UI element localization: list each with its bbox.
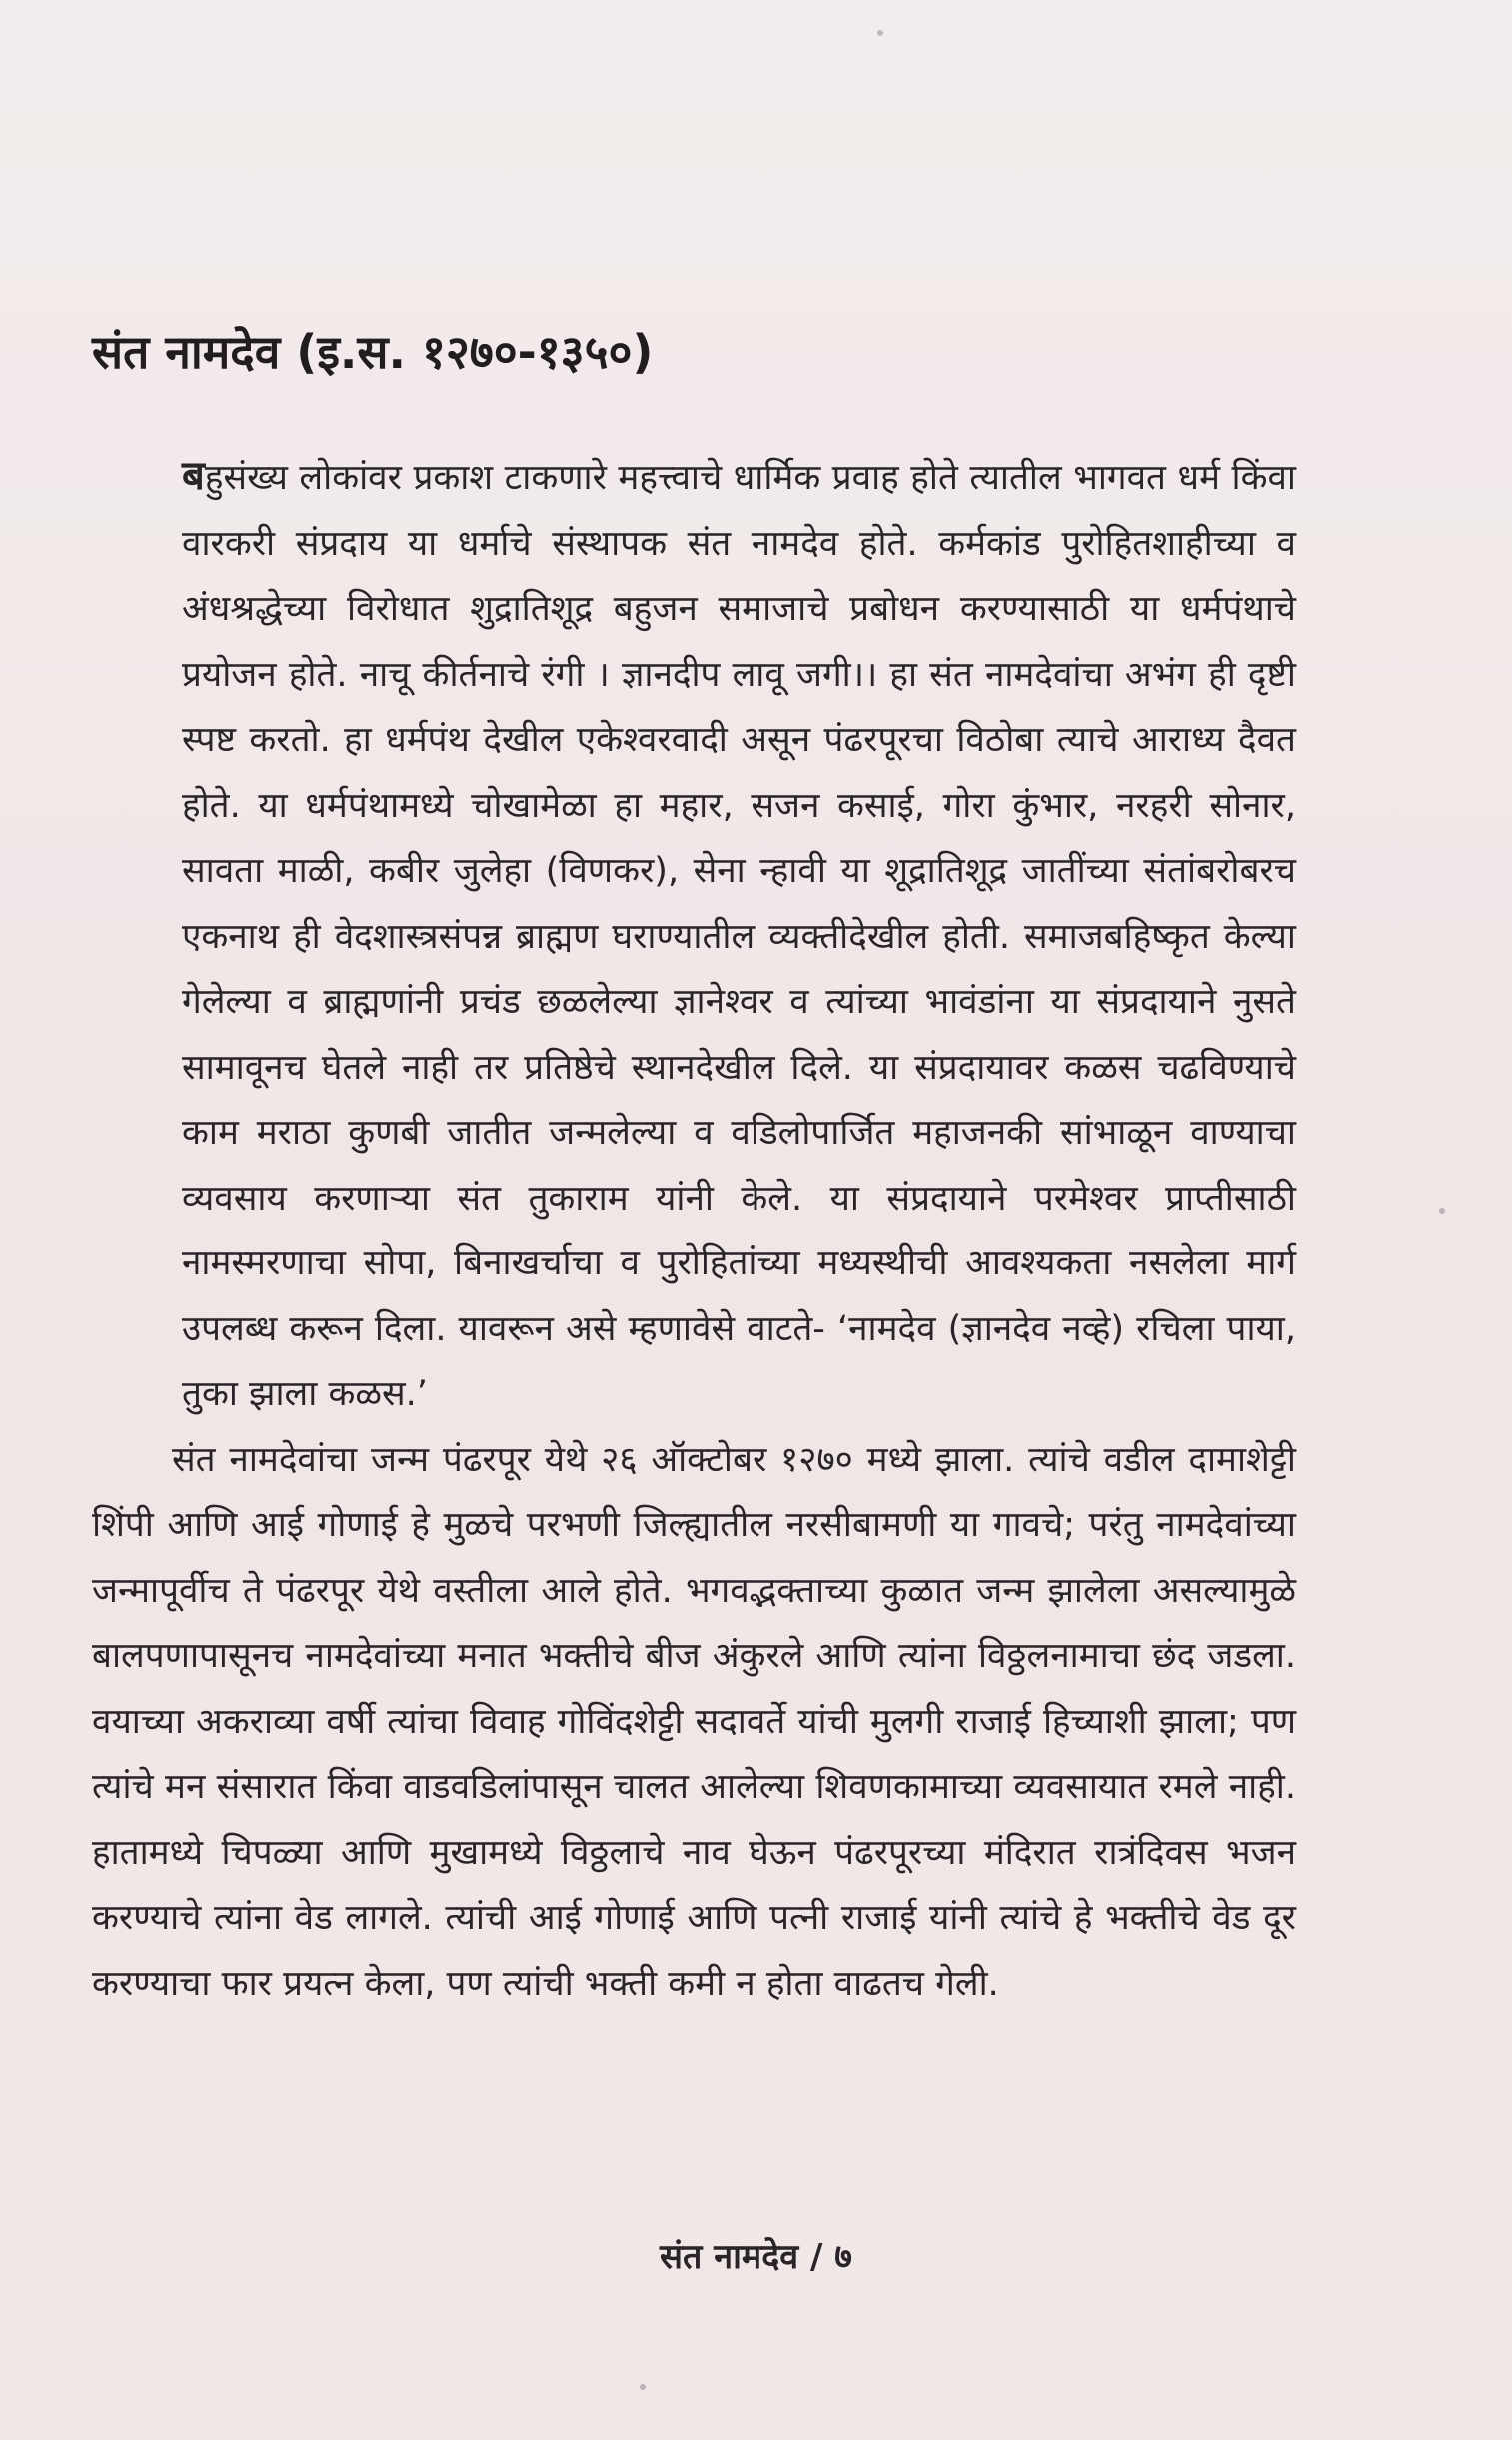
paragraph-1-text: हुसंख्य लोकांवर प्रकाश टाकणारे महत्त्वाचे धार्मिक प्रवाह होते त्यातील भागवत धर्म किंवा वारकरी संप्रदाय या धर्माचे संस्थापक संत नामदेव होते. कर्मकांड पुरोहितशाहीच्या व अंधश्रद्धेच्या विरोधात शुद्रातिशूद्र बहुजन समाजाचे प्रबोधन करण्यासाठी या धर्मपंथाचे प्रयोजन होते. नाचू कीर्तनाचे रंगी । ज्ञानदीप लावू जगी।। हा संत नामदेवांचा अभंग ही दृष्टी स्पष्ट करतो. हा धर्मपंथ देखील एकेश्वरवादी असून पंढरपूरचा विठोबा त्याचे आराध्य दैवत होते. या धर्मपंथामध्ये चोखामेळा हा महार, सजन कसाई, गोरा कुंभार, नरहरी सोनार, सावता माळी, कबीर जुलेहा (विणकर), सेना न्हावी या शूद्रातिशूद्र जातींच्या संतांबरोबरच एकनाथ ही वेदशास्त्रसंपन्न ब्राह्मण घराण्यातील व्यक्तीदेखील होती. समाजबहिष्कृत केल्या गेलेल्या व ब्राह्मणांनी प्रचंड छळलेल्या ज्ञानेश्वर व त्यांच्या भावंडांना या संप्रदायाने नुसते सामावूनच घेतले नाही तर प्रतिष्ठेचे स्थानदेखील दिले. या संप्रदायावर कळस चढविण्याचे काम मराठा कुणबी जातीत जन्मलेल्या व वडिलोपार्जित महाजनकी सांभाळून वाण्याचा व्यवसाय करणाऱ्या संत तुकाराम यांनी केले. या संप्रदायाने परमेश्वर प्राप्तीसाठी नामस्मरणाचा सोपा, बिनाखर्चाचा व पुरोहितांच्या मध्यस्थीची आवश्यकता नसलेला मार्ग उपलब्ध करून दिला. यावरून असे म्हणावेसे वाटते- ‘नामदेव (ज्ञानदेव नव्हे) रचिला पाया, तुका झाला कळस.’	[182, 458, 1296, 1414]
paragraph-2	[92, 1428, 1296, 2018]
body-text	[92, 444, 1296, 2017]
paper-speck	[1439, 1208, 1445, 1214]
page-footer: संत नामदेव / ७	[660, 2237, 852, 2277]
paragraph-2-text: संत नामदेवांचा जन्म पंढरपूर येथे २६ ऑक्टोबर १२७० मध्ये झाला. त्यांचे वडील दामाशेट्टी शिंपी आणि आई गोणाई हे मुळचे परभणी जिल्ह्यातील नरसीबामणी या गावचे; परंतु नामदेवांच्या जन्मापूर्वीच ते पंढरपूर येथे वस्तीला आले होते. भगवद्भक्ताच्या कुळात जन्म झालेला असल्यामुळे बालपणापासूनच नामदेवांच्या मनात भक्तीचे बीज अंकुरले आणि त्यांना विठ्ठलनामाचा छंद जडला. वयाच्या अकराव्या वर्षी त्यांचा विवाह गोविंदशेट्टी सदावर्ते यांची मुलगी राजाई हिच्याशी झाला; पण त्यांचे मन संसारात किंवा वाडवडिलांपासून चालत आलेल्या शिवणकामाच्या व्यवसायात रमले नाही. हातामध्ये चिपळ्या आणि मुखामध्ये विठ्ठलाचे नाव घेऊन पंढरपूरच्या मंदिरात रात्रंदिवस भजन करण्याचे त्यांना वेड लागले. त्यांची आई गोणाई आणि पत्नी राजाई यांनी त्यांचे हे भक्तीचे वेड दूर करण्याचा फार प्रयत्न केला, पण त्यांची भक्ती कमी न होता वाढतच गेली.	[92, 1439, 1296, 2004]
paper-speck	[877, 30, 883, 36]
drop-cap: ब	[182, 453, 205, 499]
paragraph-1	[92, 444, 1296, 1428]
paper-speck	[640, 2384, 646, 2390]
chapter-heading: संत नामदेव (इ.स. १२७०-१३५०)	[92, 325, 654, 379]
